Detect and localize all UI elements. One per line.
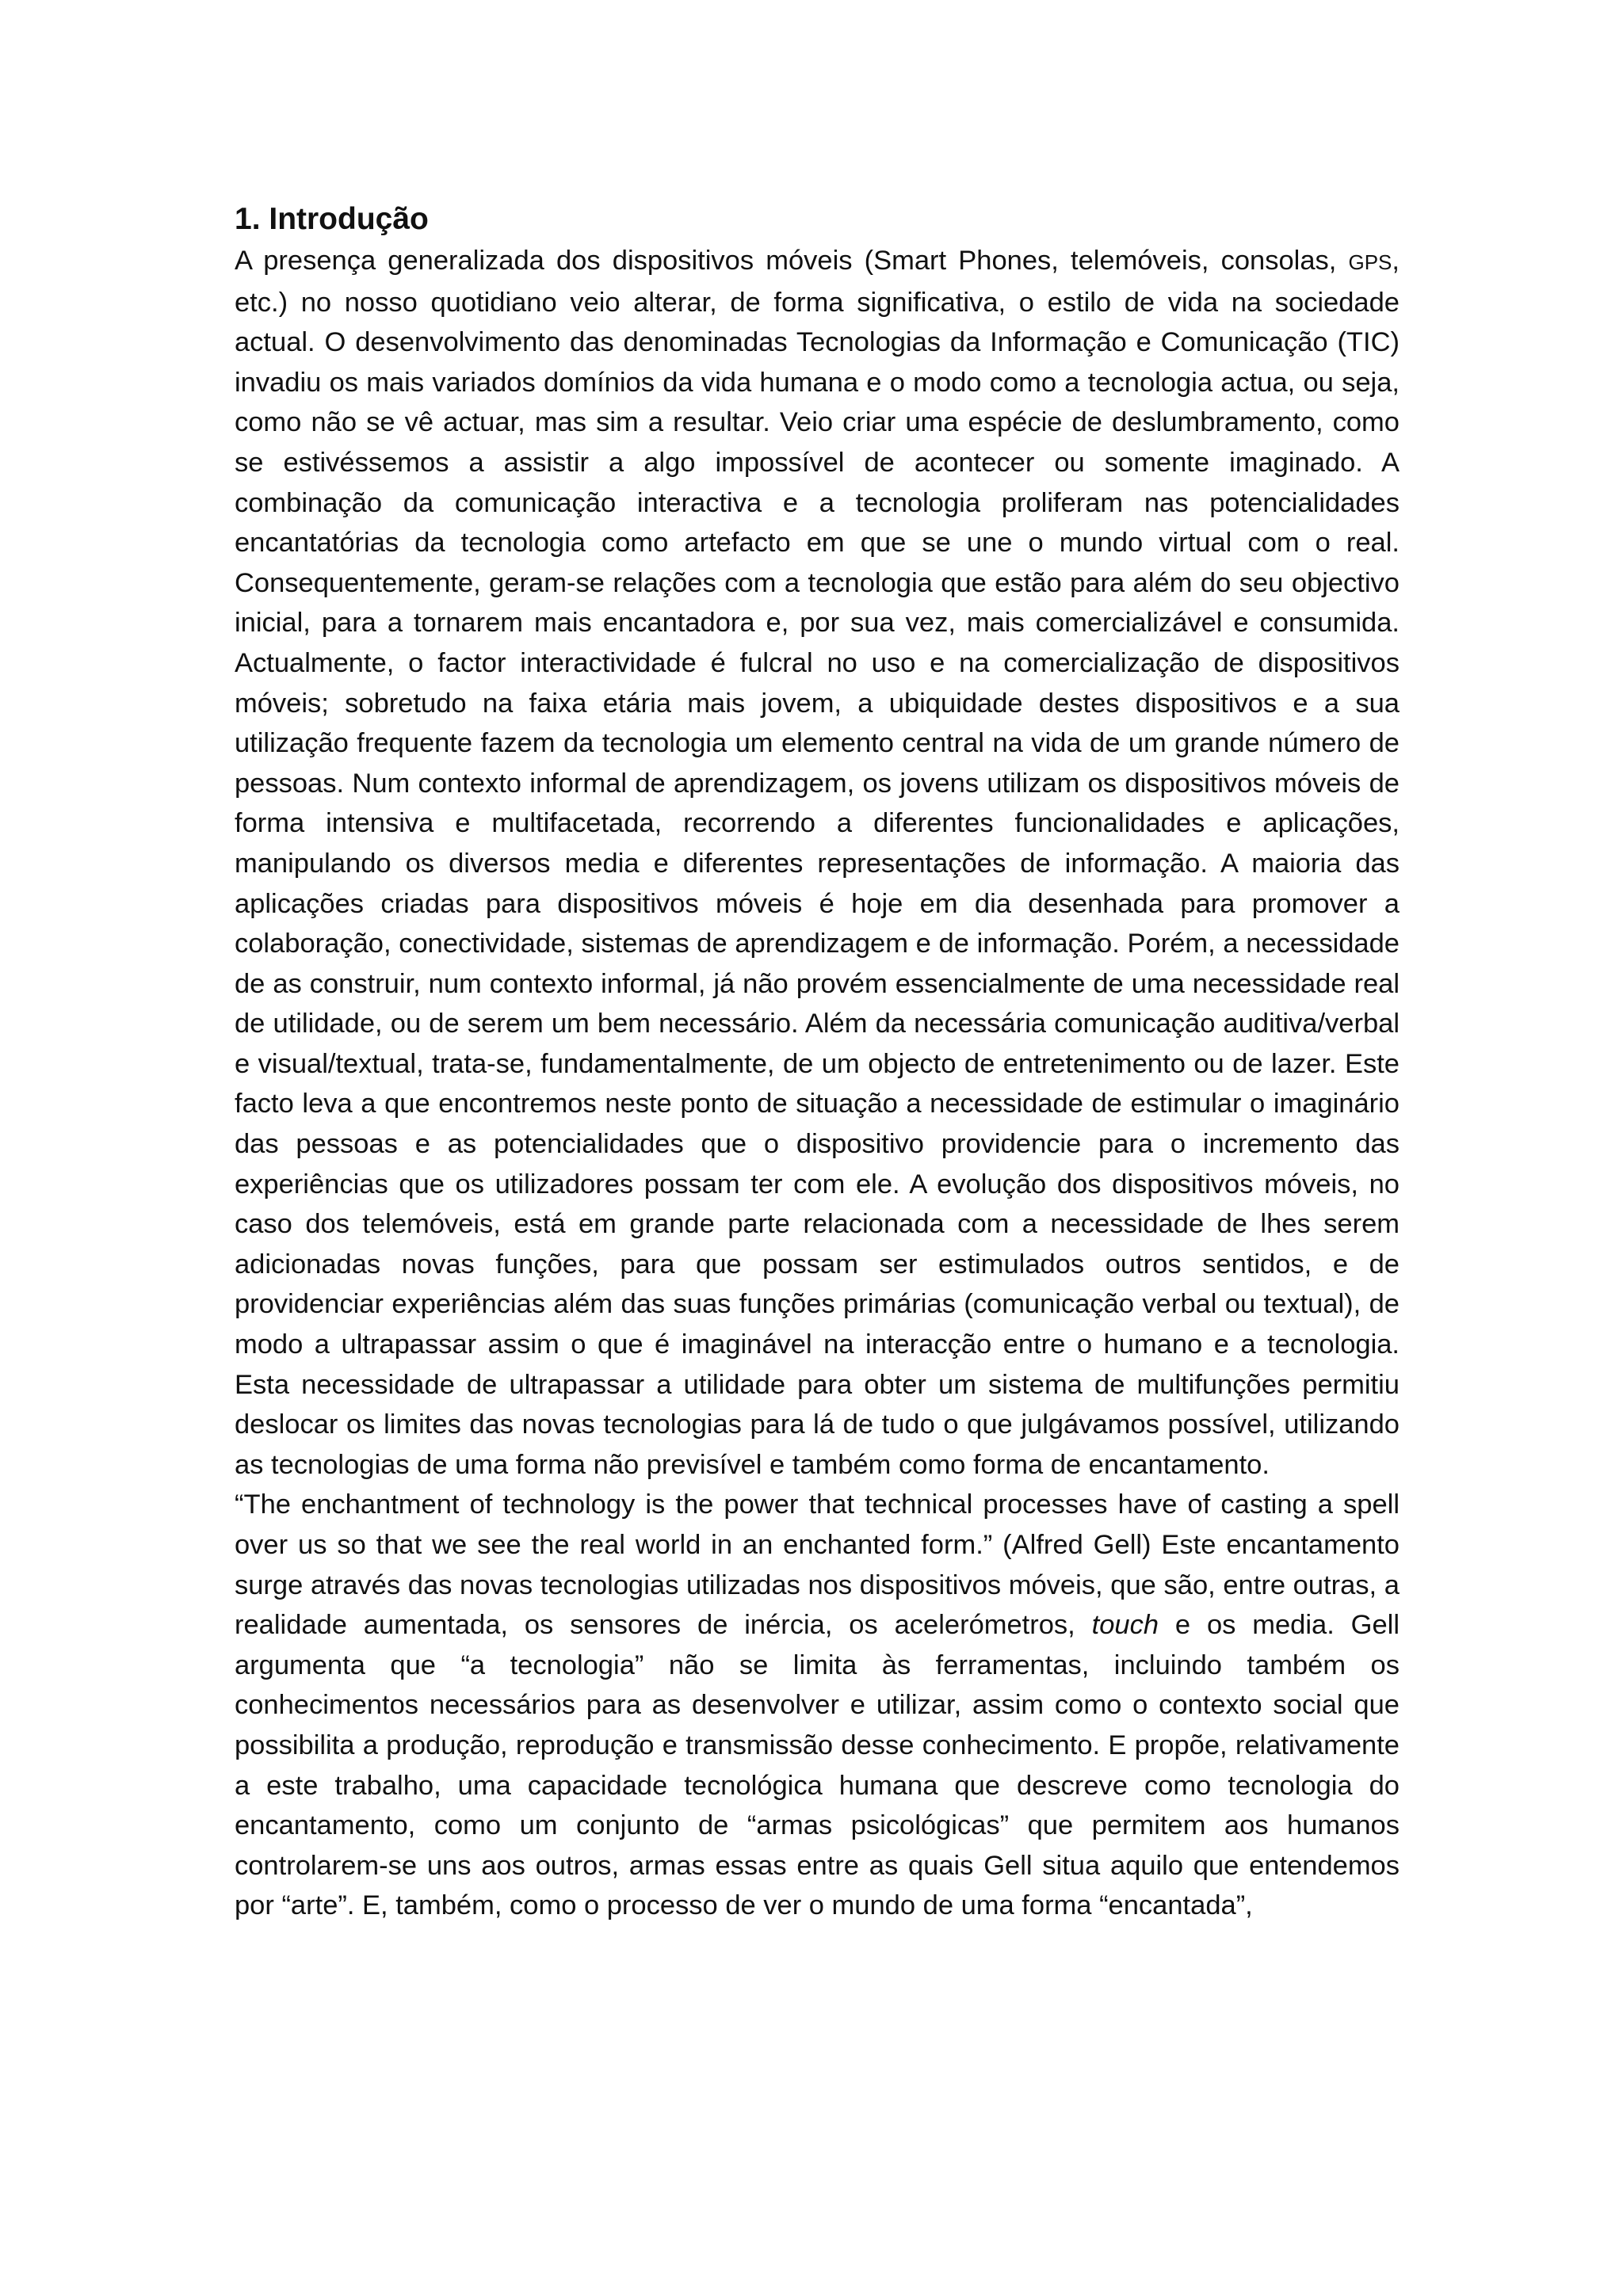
introduction-paragraph-2 [235,1485,1400,1926]
touch-term: touch [1091,1610,1159,1641]
section-heading: 1. Introdução [235,202,429,236]
paragraph-text: , etc.) no nosso quotidiano veio alterar, de forma significativa, o estilo de vida na sociedade actual. O desenvolvimento das denominadas Tecnologias da Informação e Comunicação (TIC) invadiu os mais variados domínios da vida humana e o modo como a tecnologia actua, ou seja, como não se vê actuar, mas sim a resultar. Veio criar uma espécie de deslumbramento, como se estivéssemos a assistir a algo impossível de acontecer ou somente imaginado. A combinação da comunicação interactiva e a tecnologia proliferam nas potencialidades encantatórias da tecnologia como artefacto em que se une o mundo virtual com o real. Consequentemente, geram-se relações com a tecnologia que estão para além do seu objectivo inicial, para a tornarem mais encantadora e, por sua vez, mais comercializável e consumida. Actualmente, o factor interactividade é fulcral no uso e na comercialização de dispositivos móveis; sobretudo na faixa etária mais jovem, a ubiquidade destes dispositivos e a sua utilização frequente fazem da tecnologia um elemento central na vida de um grande número de pessoas. Num contexto informal de aprendizagem, os jovens utilizam os dispositivos móveis de forma intensiva e multifacetada, recorrendo a diferentes funcionalidades e aplicações, manipulando os diversos media e diferentes representações de informação. A maioria das aplicações criadas para dispositivos móveis é hoje em dia desenhada para promover a colaboração, conectividade, sistemas de aprendizagem e de informação. Porém, a necessidade de as construir, num contexto informal, já não provém essencialmente de uma necessidade real de utilidade, ou de serem um bem necessário. Além da necessária comunicação auditiva/verbal e visual/textual, trata-se, fundamentalmente, de um objecto de entretenimento ou de lazer. Este facto leva a que encontremos neste ponto de situação a necessidade de estimular o imaginário das pessoas e as potencialidades que o dispositivo providencie para o incremento das experiências que os utilizadores possam ter com ele. A evolução dos dispositivos móveis, no caso dos telemóveis, está em grande parte relacionada com a necessidade de lhes serem adicionadas novas funções, para que possam ser estimulados outros sentidos, e de providenciar experiências além das suas funções primárias (comunicação verbal ou textual), de modo a ultrapassar assim o que é imaginável na interacção entre o humano e a tecnologia. Esta necessidade de ultrapassar a utilidade para obter um sistema de multifunções permitiu deslocar os limites das novas tecnologias para lá de tudo o que julgávamos possível, utilizando as tecnologias de uma forma não previsível e também como forma de encantamento. [235,246,1400,1480]
gps-abbreviation: GPS [1348,250,1392,274]
paragraph-text: e os media. Gell argumenta que “a tecnologia” não se limita às ferramentas, incluindo também os conhecimentos necessários para as desenvolver e utilizar, assim como o contexto social que possibilita a produção, reprodução e transmissão desse conhecimento. E propõe, relativamente a este trabalho, uma capacidade tecnológica humana que descreve como tecnologia do encantamento, como um conjunto de “armas psicológicas” que permitem aos humanos controlarem-se uns aos outros, armas essas entre as quais Gell situa aquilo que entendemos por “arte”. E, também, como o processo de ver o mundo de uma forma “encantada”, [235,1610,1400,1921]
introduction-paragraph-1 [235,241,1400,1485]
paragraph-text: “The enchantment of technology is the power that technical processes have of casting a spell over us so that we see the real world in an enchanted form.” (Alfred Gell) Este encantamento surge através das novas tecnologias utilizadas nos dispositivos móveis, que são, entre outras, a realidade aumentada, os sensores de inércia, os acelerómetros, [235,1489,1400,1641]
paragraph-text: A presença generalizada dos dispositivos móveis (Smart Phones, telemóveis, consolas, [235,246,1349,276]
page-content [235,200,1400,1926]
